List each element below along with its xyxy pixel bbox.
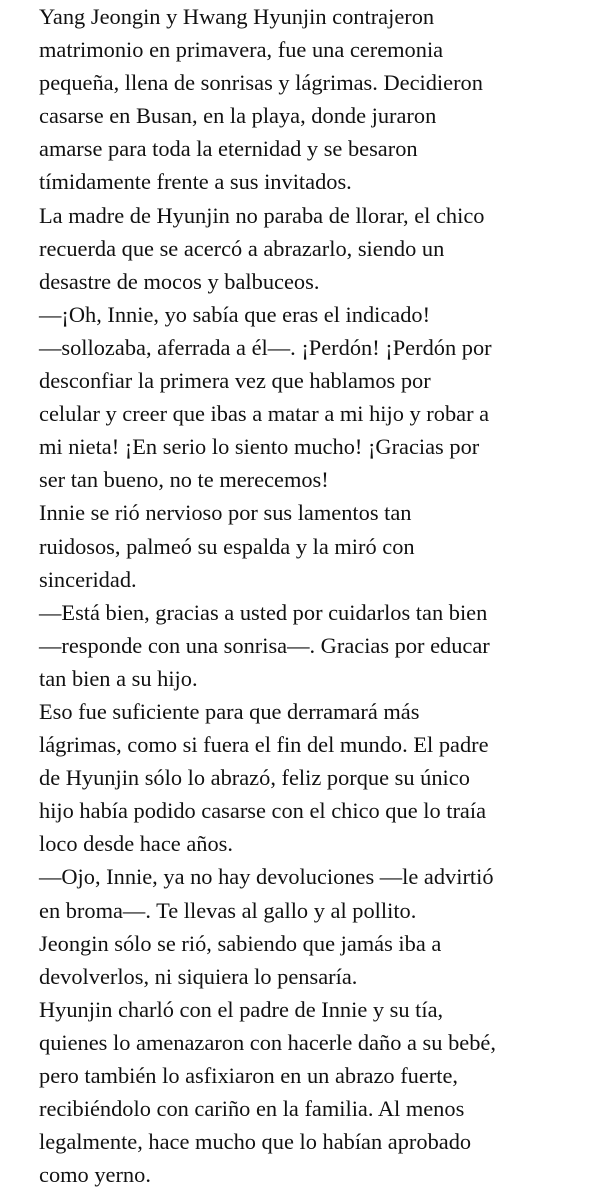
text-line: lágrimas, como si fuera el fin del mundo. El padre [39,732,489,758]
text-line: desconfiar la primera vez que hablamos por [39,368,431,394]
text-line: Jeongin sólo se rió, sabiendo que jamás iba a [39,930,442,956]
paragraph-innie [39,496,581,595]
text-line: amarse para toda la eternidad y se besaron [39,136,418,162]
text-line: devolverlos, ni siquiera lo pensaría. [39,963,358,989]
text-line: pequeña, llena de sonrisas y lágrimas. Decidieron [39,70,483,96]
dialogue-mother [39,298,581,497]
text-line: —Ojo, Innie, ya no hay devoluciones —le advirtió [39,864,494,890]
text-line: sinceridad. [39,566,137,592]
text-line: ser tan bueno, no te merecemos! [39,467,329,493]
paragraph-mother [39,199,581,298]
text-line: —Está bien, gracias a usted por cuidarlos tan bien [39,599,488,625]
text-line: Eso fue suficiente para que derramará más [39,698,420,724]
text-line: quienes lo amenazaron con hacerle daño a su bebé, [39,1029,496,1055]
text-line: recuerda que se acercó a abrazarlo, siendo un [39,235,445,261]
text-line: —sollozaba, aferrada a él—. ¡Perdón! ¡Perdón por [39,334,492,360]
text-line: mi nieta! ¡En serio lo siento mucho! ¡Gracias por [39,434,480,460]
text-line: casarse en Busan, en la playa, donde juraron [39,103,437,129]
paragraph-father [39,695,581,860]
dialogue-father [39,860,581,926]
text-line: legalmente, hace mucho que lo habían aprobado [39,1129,472,1155]
paragraph-hyunjin [39,993,581,1192]
text-line: hijo había podido casarse con el chico que lo traía [39,798,487,824]
text-line: La madre de Hyunjin no paraba de llorar, el chico [39,202,485,228]
text-line: en broma—. Te llevas al gallo y al pollito. [39,897,417,923]
text-line: desastre de mocos y balbuceos. [39,268,320,294]
text-line: —responde con una sonrisa—. Gracias por educar [39,632,490,658]
text-line: recibiéndolo con cariño en la familia. Al menos [39,1096,465,1122]
text-line: de Hyunjin sólo lo abrazó, feliz porque su único [39,765,470,791]
text-line: tan bien a su hijo. [39,665,198,691]
text-line: matrimonio en primavera, fue una ceremonia [39,37,444,63]
text-line: pero también lo asfixiaron en un abrazo fuerte, [39,1063,459,1088]
text-line: Innie se rió nervioso por sus lamentos tan [39,500,412,526]
text-line: loco desde hace años. [39,831,233,857]
text-line: Yang Jeongin y Hwang Hyunjin contrajeron [39,4,435,29]
text-line: como yerno. [39,1162,151,1188]
text-line: ruidosos, palmeó su espalda y la miró con [39,533,415,559]
text-line: —¡Oh, Innie, yo sabía que eras el indicado! [39,301,431,327]
dialogue-innie [39,596,581,695]
paragraph-wedding [39,0,581,199]
text-line: Hyunjin charló con el padre de Innie y su tía, [39,996,444,1022]
paragraph-jeongin [39,927,581,993]
text-line: tímidamente frente a sus invitados. [39,169,352,195]
text-line: celular y creer que ibas a matar a mi hijo y robar a [39,401,490,427]
